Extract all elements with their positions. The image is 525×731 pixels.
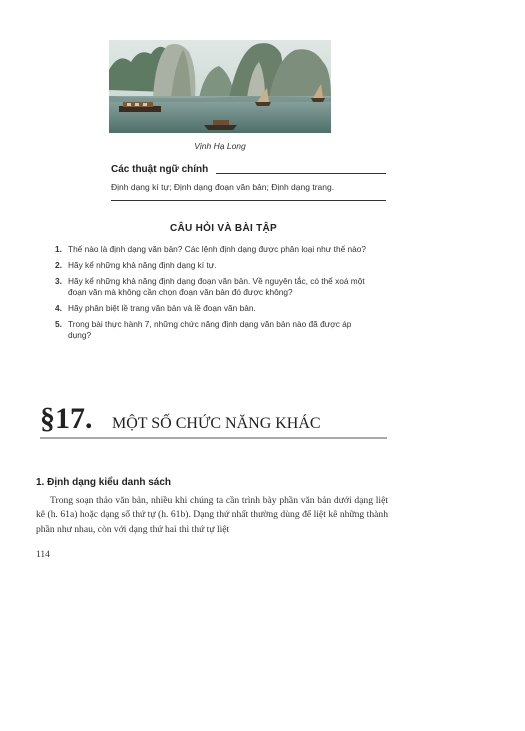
question-item (55, 303, 375, 314)
key-terms-title-rule (216, 173, 386, 174)
body-paragraph: Trong soạn thảo văn bản, nhiều khi chúng ta cần trình bày phần văn bản dưới dạng liệt kê (h. 61a) hoặc dạng số thứ tự (h. 61b). Dạng thứ nhất thường dùng để liệt kê những thành phần như nhau, còn với dạng thứ hai thì thứ tự liệt (36, 495, 388, 535)
question-item (55, 244, 375, 255)
ha-long-bay-photo (109, 40, 331, 133)
question-text: Hãy kể những khả năng định dạng kí tự. (68, 260, 217, 270)
question-item (55, 260, 375, 271)
question-text: Hãy kể những khả năng định dạng đoạn văn bản. Về nguyên tắc, có thể xoá một đoạn văn mà không cần chọn đoạn văn bản đó được không? (68, 276, 365, 297)
question-number: 4. (55, 303, 62, 313)
key-terms-title: Các thuật ngữ chính (111, 164, 209, 175)
subsection-heading: 1. Định dạng kiểu danh sách (36, 477, 172, 488)
question-number: 5. (55, 319, 62, 329)
section-number: §17. (40, 402, 93, 435)
photo-caption: Vịnh Hạ Long (194, 141, 246, 151)
question-text: Hãy phân biệt lề trang văn bản và lề đoạn văn bản. (68, 303, 256, 313)
question-text: Thế nào là định dạng văn bản? Các lệnh định dạng được phân loại như thế nào? (68, 244, 366, 254)
page-number: 114 (36, 550, 50, 560)
questions-list (55, 244, 375, 346)
question-item (55, 276, 375, 298)
question-number: 2. (55, 260, 62, 270)
question-number: 1. (55, 244, 62, 254)
section-title: MỘT SỐ CHỨC NĂNG KHÁC (112, 415, 321, 432)
section-rule (40, 437, 387, 439)
key-terms-bottom-rule (111, 200, 386, 201)
question-item (55, 319, 375, 341)
questions-heading: CÂU HỎI VÀ BÀI TẬP (169, 223, 278, 234)
key-terms-text: Định dạng kí tự; Định dạng đoạn văn bản; Định dạng trang. (111, 182, 335, 192)
question-number: 3. (55, 276, 62, 286)
question-text: Trong bài thực hành 7, những chức năng định dạng văn bản nào đã được áp dụng? (68, 319, 352, 340)
